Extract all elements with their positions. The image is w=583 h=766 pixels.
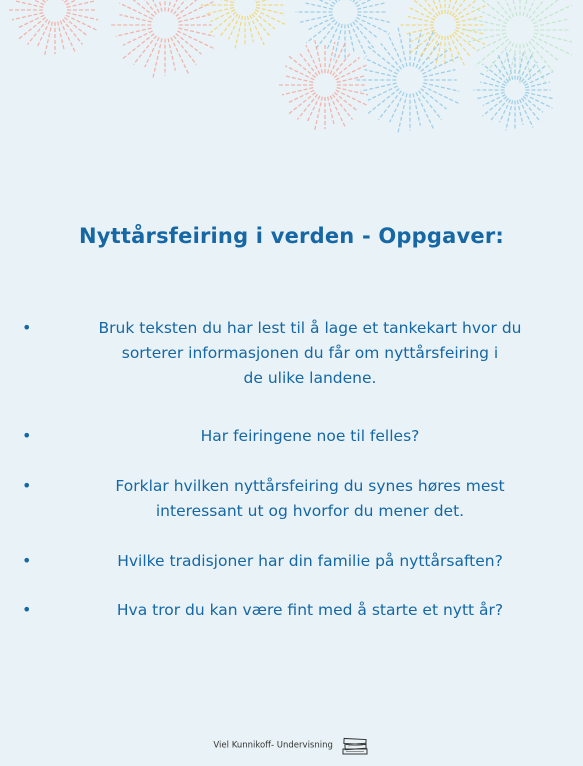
firework-burst <box>200 0 285 48</box>
bullet-3: • <box>22 476 32 495</box>
footer-credit: Viel Kunnikoff- Undervisning <box>213 740 333 751</box>
bullet-2: • <box>22 426 32 445</box>
task-4 <box>60 549 560 574</box>
task-3-line-1: Forklar hvilken nyttårsfeiring du synes høres mest <box>115 477 505 495</box>
firework-burst <box>277 39 368 132</box>
book-stack-icon <box>340 734 370 756</box>
task-5-line-1: Hva tror du kan være fint med å starte et nytt år? <box>116 601 504 619</box>
firework-burst <box>296 0 390 60</box>
firework-burst <box>463 0 572 86</box>
task-3-line-2: interessant ut og hvorfor du mener det. <box>155 502 465 520</box>
task-1-line-1: Bruk teksten du har lest til å lage et tankekart hvor du <box>98 319 522 337</box>
task-2 <box>60 424 560 449</box>
firework-burst <box>473 49 552 130</box>
footer <box>0 734 583 756</box>
task-1-line-3: de ulike landene. <box>243 369 377 387</box>
firework-burst <box>400 0 485 68</box>
task-5 <box>60 598 560 623</box>
task-1-line-2: sorterer informasjonen du får om nyttårsfeiring i <box>121 344 499 362</box>
task-2-line-1: Har feiringene noe til felles? <box>200 427 420 445</box>
bullet-1: • <box>22 318 32 337</box>
bullet-5: • <box>22 600 32 619</box>
firework-burst <box>111 0 215 78</box>
task-3 <box>60 474 560 524</box>
firework-burst <box>356 27 460 133</box>
page-title: Nyttårsfeiring i verden - Oppgaver: <box>79 224 504 248</box>
fireworks-decoration-icon <box>0 0 583 170</box>
task-4-line-1: Hvilke tradisjoner har din familie på nyttårsaften? <box>117 552 503 570</box>
firework-burst <box>7 0 98 56</box>
task-1 <box>60 316 560 391</box>
bullet-4: • <box>22 551 32 570</box>
